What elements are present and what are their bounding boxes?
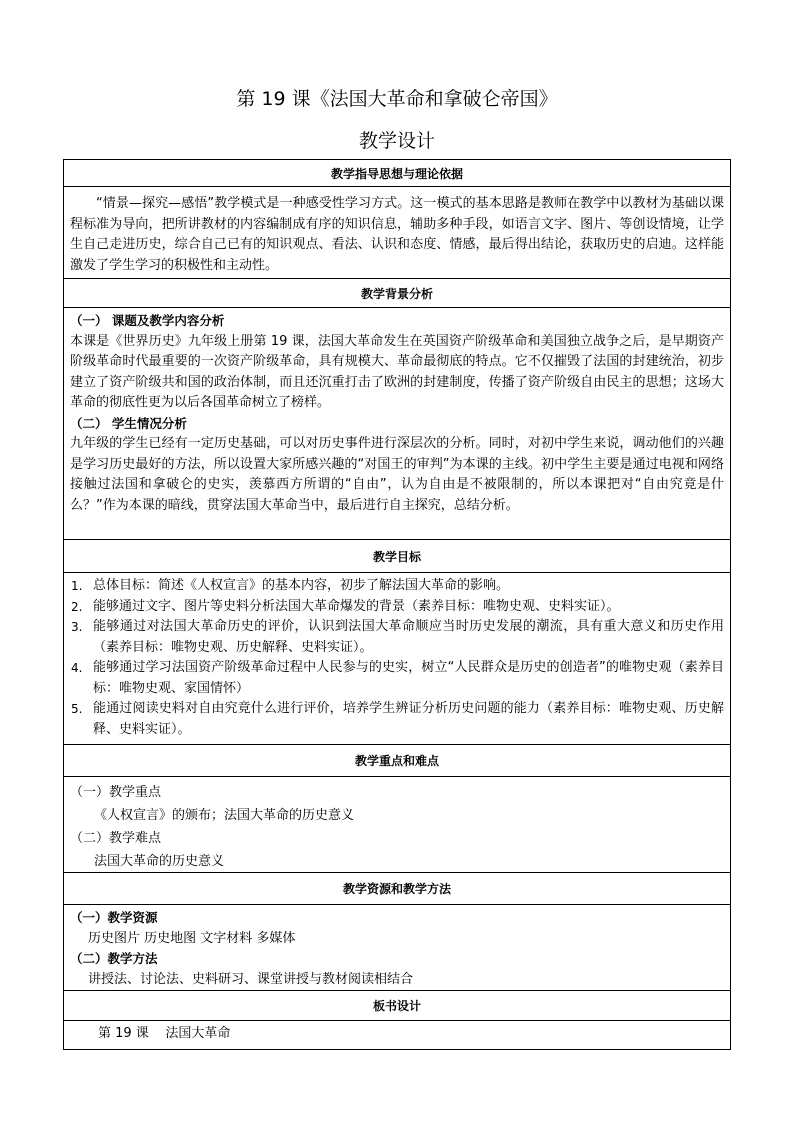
section-header-guiding bbox=[64, 160, 730, 187]
item-number: 3. bbox=[71, 620, 83, 634]
difficulty-title: （二）教学难点 bbox=[70, 831, 162, 846]
section-header-resources bbox=[64, 873, 730, 905]
item-text: 能通过阅读史料对自由究竟什么进行评价，培养学生辨证分析历史问题的能力（素养目标：唯物史观、历史解释、史料实证）。 bbox=[93, 701, 724, 737]
keypoints-body bbox=[64, 777, 730, 873]
list-item bbox=[71, 576, 724, 597]
focus-text: 《人权宣言》的颁布；法国大革命的历史意义 bbox=[94, 808, 355, 823]
student-analysis-title: （二） 学生情况分析 bbox=[70, 415, 187, 431]
resources-text: 历史图片 历史地图 文字材料 多媒体 bbox=[88, 930, 296, 946]
resources-body bbox=[64, 905, 730, 991]
section-heading: 教学目标 bbox=[372, 549, 421, 564]
item-number: 1. bbox=[71, 579, 83, 593]
section-heading: 教学重点和难点 bbox=[354, 754, 439, 768]
section-header-background bbox=[64, 279, 730, 308]
background-body bbox=[64, 308, 730, 540]
section-header-objectives bbox=[64, 540, 730, 573]
item-text: 总体目标：简述《人权宣言》的基本内容，初步了解法国大革命的影响。 bbox=[93, 578, 510, 593]
methods-title: （二）教学方法 bbox=[70, 951, 158, 966]
focus-title: （一）教学重点 bbox=[70, 785, 162, 800]
list-item bbox=[71, 699, 724, 740]
item-text: 能够通过学习法国资产阶级革命过程中人民参与的史实，树立“人民群众是历史的创造者”的唯物史观（素养目标：唯物史观、家国情怀） bbox=[93, 660, 724, 696]
document-title: 第 19 课《法国大革命和拿破仑帝国》 bbox=[236, 88, 558, 110]
board-text: 第 19 课 法国大革命 bbox=[98, 1026, 231, 1041]
guiding-paragraph: “情景—探究—感悟”教学模式是一种感受性学习方式。这一模式的基本思路是教师在教学中以教材为基础以课程标准为导向，把所讲教材的内容编制成有序的知识信息，辅助多种手段，如语言文字、图片、等创设情境，让学生自己走进历史，综合自己已有的知识观点、看法、认识和态度、情感，最后得出结论，获取历史的启迪。这样能激发了学生学习的积极性和主动性。 bbox=[70, 196, 724, 273]
lesson-plan-table bbox=[63, 159, 731, 1050]
section-header-board bbox=[64, 991, 730, 1021]
objectives-body bbox=[64, 573, 730, 745]
item-number: 4. bbox=[71, 661, 83, 675]
section-heading: 教学资源和教学方法 bbox=[342, 882, 451, 896]
section-heading: 教学指导思想与理论依据 bbox=[330, 166, 463, 181]
document-subtitle: 教学设计 bbox=[358, 130, 435, 152]
section-heading: 板书设计 bbox=[372, 999, 421, 1013]
list-item bbox=[71, 658, 724, 699]
guiding-body bbox=[64, 187, 730, 279]
item-number: 2. bbox=[71, 599, 83, 614]
resources-title: （一）教学资源 bbox=[70, 910, 158, 925]
topic-analysis-text: 本课是《世界历史》九年级上册第 19 课，法国大革命发生在英国资产阶级革命和美国独立战争之后，是早期资产阶级革命时代最重要的一次资产阶级革命，具有规模大、革命最彻底的特点。它不仅摧毁了法国的封建统治，初步建立了资产阶级共和国的政治体制，而且还沉重打击了欧洲的封建制度，传播了资产阶级自由民主的思想；这场大革命的彻底性更为以后各国革命树立了榜样。 bbox=[70, 333, 724, 410]
item-number: 5. bbox=[71, 702, 83, 716]
methods-text: 讲授法、讨论法、史料研习、课堂讲授与教材阅读相结合 bbox=[88, 971, 414, 987]
section-heading: 教学背景分析 bbox=[360, 286, 433, 301]
section-header-keypoints bbox=[64, 745, 730, 777]
student-analysis-text: 九年级的学生已经有一定历史基础，可以对历史事件进行深层次的分析。同时，对初中学生来说，调动他们的兴趣是学习历史最好的方法，所以设置大家所感兴趣的“对国王的审判”为本课的主线。初中学生主要是通过电视和网络接触过法国和拿破仑的史实，羡慕西方所谓的“自由”，认为自由是不被限制的，所以本课把对“自由究竟是什么？”作为本课的暗线，贯穿法国大革命当中，最后进行自主探究，总结分析。 bbox=[70, 436, 724, 513]
board-body bbox=[64, 1021, 730, 1050]
topic-analysis-title: （一） 课题及教学内容分析 bbox=[70, 313, 225, 328]
list-item bbox=[71, 597, 724, 618]
item-text: 能够通过对法国大革命历史的评价，认识到法国大革命顺应当时历史发展的潮流，具有重大意义和历史作用（素养目标：唯物史观、历史解释、史料实证）。 bbox=[93, 619, 724, 655]
objectives-list bbox=[71, 576, 724, 740]
item-text: 能够通过文字、图片等史料分析法国大革命爆发的背景（素养目标：唯物史观、史料实证）。 bbox=[93, 598, 620, 614]
list-item bbox=[71, 617, 724, 658]
difficulty-text: 法国大革命的历史意义 bbox=[94, 854, 225, 869]
